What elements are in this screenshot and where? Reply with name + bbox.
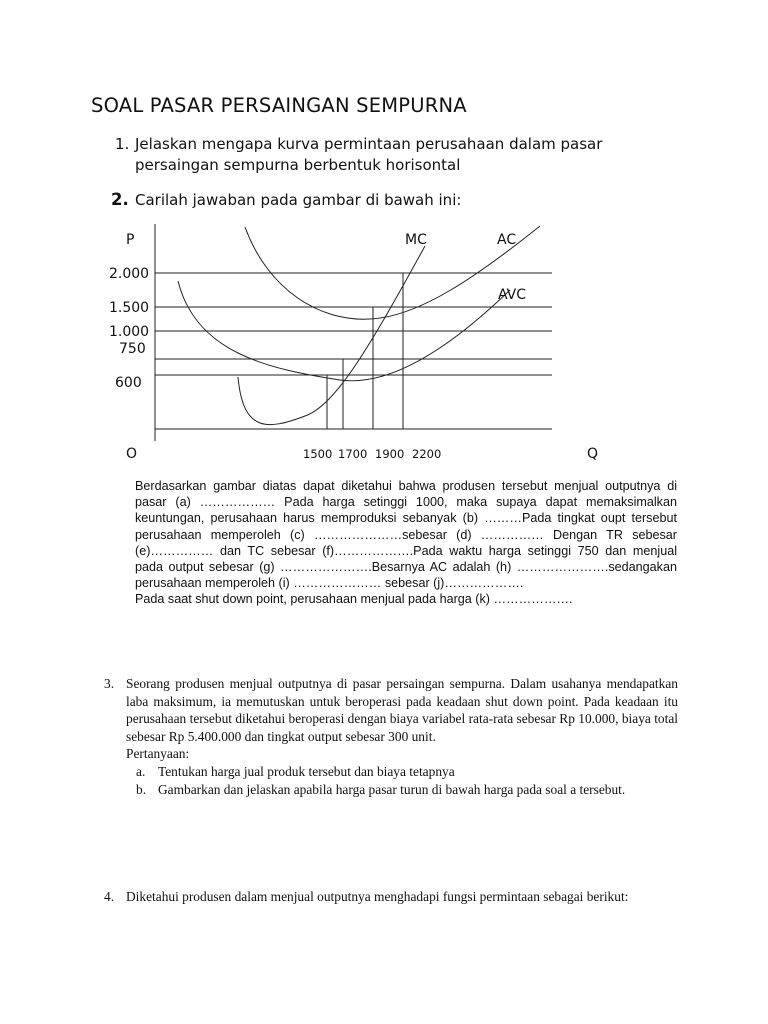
y-tick-label: 600 [115, 375, 142, 391]
question-4-number: 4. [104, 889, 115, 904]
question-1-number: 1. [115, 135, 130, 153]
cost-curves-chart [100, 218, 599, 468]
y-tick-labels [109, 266, 149, 391]
price-lines [155, 273, 552, 375]
mc-label: MC [405, 232, 427, 248]
sub-text: Tentukan harga jual produk tersebut dan biaya tetapnya [158, 763, 455, 779]
x-tick-label: 1700 [338, 447, 368, 461]
question-3-number: 3. [104, 676, 115, 691]
y-tick-label: 1.500 [109, 300, 150, 316]
question-2-number: 2. [111, 190, 129, 209]
x-tick-labels [303, 447, 441, 461]
avc-label: AVC [498, 287, 527, 303]
question-1-text: Jelaskan mengapa kurva permintaan perusahaan dalam pasar persaingan sempurna berbentuk horisontal [135, 135, 603, 174]
question-4-text: Diketahui produsen dalam menjual outputnya menghadapi fungsi permintaan sebagai berikut: [126, 889, 629, 904]
sub-label: a. [136, 763, 146, 779]
question-3a [126, 763, 678, 781]
origin-label: O [126, 446, 138, 462]
y-tick-label: 750 [119, 341, 146, 357]
sub-label: b. [136, 781, 147, 797]
ac-label: AC [497, 232, 517, 248]
question-3-text: Seorang produsen menjual outputnya di pasar persaingan sempurna. Dalam usahanya mendapatkan laba maksimum, ia memutuskan untuk beroperasi pada keadaan shut down point. Pada keadaan itu perusahaan tersebut diketahui beroperasi dengan biaya variabel rata-rata sebesar Rp 10.000, biaya total sebesar Rp 5.400.000 dan tingkat output sebesar 300 unit. [126, 676, 678, 744]
y-tick-label: 1.000 [109, 324, 150, 340]
x-tick-label: 2200 [412, 447, 442, 461]
paragraph-line: Berdasarkan gambar diatas dapat diketahui bahwa produsen tersebut menjual outputnya di pasar (a) ……………… Pada harga setinggi 1000, maka supaya dapat memaksimalkan keuntungan, perusahaan harus memproduksi sebanyak (b) ………Pada tingkat oupt tersebut perusahaan memperoleh (c) …………………sebesar (d) …………… Dengan TR sebesar (e)…………… dan TC sebesar (f)……………….Pada waktu harga setinggi 750 dan menjual pada output sebesar (g) ………………….Besarnya AC adalah (h) ………………….sedangakan perusahaan memperoleh (i) ………………… sebesar (j)………………. [135, 479, 677, 591]
x-axis-label: Q [587, 446, 599, 462]
paragraph-line: Pada saat shut down point, perusahaan menjual pada harga (k) ………………. [135, 592, 573, 607]
sub-text: Gambarkan dan jelaskan apabila harga pasar turun di bawah harga pada soal a tersebut. [158, 781, 626, 797]
y-axis-label: P [126, 232, 135, 248]
x-tick-label: 1500 [303, 447, 333, 461]
question-2-text: Carilah jawaban pada gambar di bawah ini: [135, 191, 462, 209]
question-3b [126, 781, 678, 799]
page-title: SOAL PASAR PERSAINGAN SEMPURNA [91, 94, 467, 117]
y-tick-label: 2.000 [109, 266, 150, 282]
fill-in-paragraph [135, 478, 677, 608]
x-tick-label: 1900 [375, 447, 405, 461]
question-3-prompt: Pertanyaan: [126, 746, 190, 762]
